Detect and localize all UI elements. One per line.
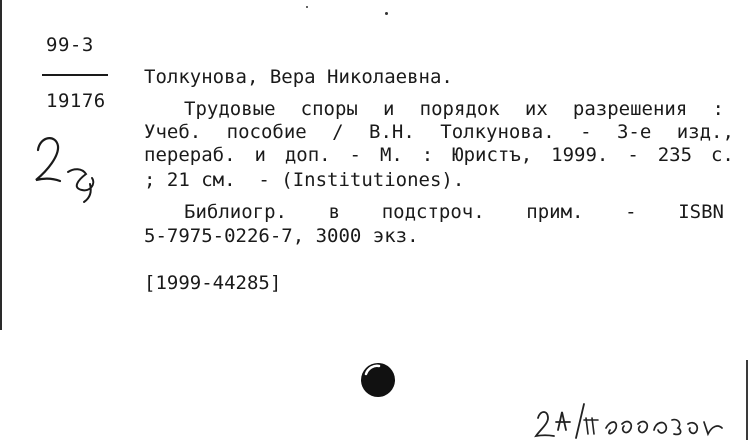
card-left-edge (0, 0, 2, 330)
shelf-mark: 99-3 (46, 34, 94, 56)
shelf-mark-underline (42, 74, 108, 76)
publication-word: перераб. (144, 144, 236, 166)
title-word: : (712, 98, 724, 120)
accession-number: 19176 (46, 90, 106, 112)
publication-word: доп. (284, 144, 331, 166)
author-heading-text: Толкунова, Вера Николаевна. (144, 66, 453, 88)
description-word: Толкунова. (440, 121, 555, 143)
notes-line (184, 201, 724, 223)
publication-word: М. (379, 144, 403, 166)
publication-word: 235 (657, 144, 693, 166)
publication-word: - (627, 144, 639, 166)
series-line (144, 169, 734, 191)
isbn-line (144, 225, 734, 247)
description-word: пособие (226, 121, 307, 143)
ink-speck (306, 6, 308, 8)
notes-word: в (328, 201, 341, 223)
publication-line (144, 144, 734, 166)
title-word: и (383, 98, 395, 120)
notes-word: Библиогр. (184, 201, 287, 223)
card-right-edge (746, 360, 748, 440)
description-word: 3-е (616, 121, 652, 143)
punch-hole (358, 360, 398, 400)
publication-word: : (421, 144, 434, 166)
publication-word: - (349, 144, 361, 166)
title-line (184, 98, 724, 120)
notes-word: прим. (526, 201, 584, 223)
title-word: их (524, 98, 548, 120)
notes-word: ISBN (678, 201, 724, 223)
description-word: Учеб. (144, 121, 202, 143)
publication-word: 1999. (551, 144, 609, 166)
notes-word: - (625, 201, 637, 223)
notes-word: подстроч. (381, 201, 485, 223)
title-word: споры (300, 98, 358, 120)
description-line (144, 121, 734, 143)
description-word: В.Н. (369, 121, 415, 143)
title-word: разрешения (572, 98, 688, 120)
ink-speck (385, 12, 388, 15)
publication-word: Юристъ, (452, 144, 533, 166)
registration-number: [1999-44285] (144, 272, 282, 294)
handwritten-mark (26, 124, 116, 204)
title-word: порядок (419, 98, 500, 120)
publication-word: с. (710, 144, 734, 166)
description-word: / (332, 121, 344, 143)
title-word: Трудовые (184, 98, 276, 120)
series-text: ; 21 см. - (Institutiones). (144, 169, 465, 191)
handwritten-note (532, 400, 728, 440)
isbn-text: 5-7975-0226-7, 3000 экз. (144, 225, 419, 247)
author-heading (144, 66, 734, 88)
description-word: изд., (676, 121, 734, 143)
publication-word: и (254, 144, 266, 166)
description-word: - (580, 121, 592, 143)
